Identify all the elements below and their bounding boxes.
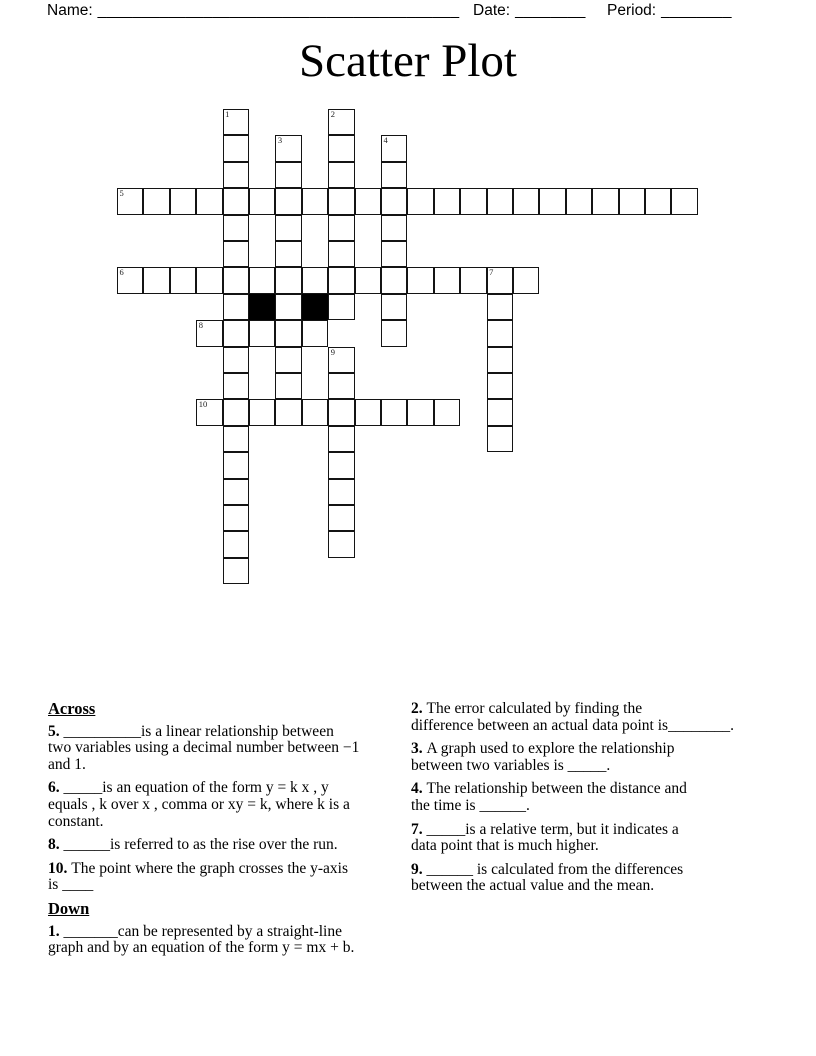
- grid-cell[interactable]: [223, 135, 249, 161]
- grid-cell[interactable]: [328, 479, 354, 505]
- grid-cell[interactable]: [487, 188, 513, 214]
- grid-cell[interactable]: [249, 320, 275, 346]
- clue-number-label: 4.: [411, 780, 427, 798]
- name-blank: _________________________________________: [97, 2, 460, 19]
- down-clues-left: [48, 924, 402, 957]
- black-cell: [302, 294, 328, 320]
- grid-cell[interactable]: [328, 399, 354, 425]
- grid-cell[interactable]: [302, 399, 328, 425]
- grid-cell[interactable]: [196, 320, 222, 346]
- clue-number-label: 3.: [411, 740, 427, 758]
- grid-cell[interactable]: [275, 188, 301, 214]
- grid-cell[interactable]: [487, 399, 513, 425]
- grid-cell[interactable]: [328, 188, 354, 214]
- period-blank: ________: [661, 2, 732, 19]
- grid-cell[interactable]: [513, 188, 539, 214]
- grid-cell[interactable]: [302, 267, 328, 293]
- grid-cell[interactable]: [381, 215, 407, 241]
- grid-cell[interactable]: [381, 267, 407, 293]
- grid-cell[interactable]: [302, 320, 328, 346]
- date-field: [473, 2, 586, 20]
- grid-cell[interactable]: [513, 267, 539, 293]
- grid-cell[interactable]: [275, 135, 301, 161]
- clue-number: 6: [119, 267, 124, 278]
- clue-number: 8: [198, 320, 203, 331]
- across-clues: [48, 724, 402, 894]
- clues-right-column: [411, 701, 781, 902]
- clue-3: 3. A graph used to explore the relationship between two variables is _____.: [411, 740, 675, 774]
- grid-cell[interactable]: [223, 505, 249, 531]
- grid-cell[interactable]: [275, 373, 301, 399]
- grid-cell[interactable]: [196, 399, 222, 425]
- clue-number: 1: [225, 109, 230, 119]
- grid-cell[interactable]: [117, 267, 143, 293]
- grid-cell[interactable]: [275, 162, 301, 188]
- page-title: Scatter Plot: [299, 35, 517, 87]
- grid-cell[interactable]: [355, 267, 381, 293]
- grid-cell[interactable]: [223, 294, 249, 320]
- grid-cell[interactable]: [223, 531, 249, 557]
- grid-cell[interactable]: [170, 267, 196, 293]
- grid-cell[interactable]: [249, 267, 275, 293]
- clue-9: 9. ______ is calculated from the differences between the actual value and the mean.: [411, 860, 684, 895]
- grid-cell[interactable]: [223, 347, 249, 373]
- grid-cell[interactable]: [381, 294, 407, 320]
- clue-1: 1. _______can be represented by a straight-line graph and by an equation of the form y = mx + b.: [48, 922, 355, 957]
- grid-cell[interactable]: [645, 188, 671, 214]
- grid-cell[interactable]: [355, 399, 381, 425]
- grid-cell[interactable]: [275, 347, 301, 373]
- grid-cell[interactable]: [592, 188, 618, 214]
- grid-cell[interactable]: [117, 188, 143, 214]
- name-field: [47, 2, 459, 20]
- grid-cell[interactable]: [170, 188, 196, 214]
- grid-cell[interactable]: [143, 267, 169, 293]
- grid-cell[interactable]: [434, 399, 460, 425]
- grid-cell[interactable]: [381, 135, 407, 161]
- grid-cell[interactable]: [223, 188, 249, 214]
- grid-cell[interactable]: [328, 452, 354, 478]
- grid-cell[interactable]: [223, 452, 249, 478]
- grid-cell[interactable]: [223, 109, 249, 135]
- clue-number-label: 10.: [48, 859, 72, 877]
- clue-10: 10. The point where the graph crosses the y-axis is ____: [48, 859, 349, 894]
- grid-cell[interactable]: [381, 188, 407, 214]
- grid-cell[interactable]: [381, 241, 407, 267]
- clue-number-label: 1.: [48, 922, 64, 940]
- clue-number: 7: [489, 267, 494, 278]
- grid-cell[interactable]: [407, 267, 433, 293]
- grid-cell[interactable]: [275, 399, 301, 425]
- grid-cell[interactable]: [381, 162, 407, 188]
- grid-cell[interactable]: [328, 347, 354, 373]
- clue-7: 7. _____is a relative term, but it indicates a data point that is much higher.: [411, 820, 679, 855]
- grid-cell[interactable]: [302, 188, 328, 214]
- across-heading: Across: [48, 699, 96, 718]
- clue-number-label: 6.: [48, 779, 64, 797]
- grid-cell[interactable]: [275, 294, 301, 320]
- name-label: Name:: [47, 2, 93, 19]
- grid-cell[interactable]: [487, 373, 513, 399]
- grid-cell[interactable]: [223, 241, 249, 267]
- grid-cell[interactable]: [381, 320, 407, 346]
- grid-cell[interactable]: [487, 267, 513, 293]
- grid-cell[interactable]: [328, 215, 354, 241]
- grid-cell[interactable]: [407, 188, 433, 214]
- grid-cell[interactable]: [328, 373, 354, 399]
- grid-cell[interactable]: [275, 320, 301, 346]
- grid-cell[interactable]: [196, 267, 222, 293]
- clue-number: 9: [330, 346, 335, 357]
- grid-cell[interactable]: [223, 426, 249, 452]
- clue-number: 10: [198, 399, 208, 410]
- grid-cell[interactable]: [460, 188, 486, 214]
- clue-2: 2. The error calculated by finding the difference between an actual data point is________.: [411, 700, 734, 734]
- grid-cell[interactable]: [223, 558, 249, 584]
- clue-number: 3: [277, 135, 283, 146]
- grid-cell[interactable]: [328, 135, 354, 161]
- clue-number-label: 9.: [411, 860, 427, 878]
- grid-cell[interactable]: [249, 399, 275, 425]
- clue-number-label: 8.: [48, 836, 64, 854]
- grid-cell[interactable]: [434, 267, 460, 293]
- grid-cell[interactable]: [223, 479, 249, 505]
- period-field: [607, 2, 732, 20]
- grid-cell[interactable]: [487, 426, 513, 452]
- grid-cell[interactable]: [328, 109, 354, 135]
- grid-cell[interactable]: [381, 399, 407, 425]
- grid-cell[interactable]: [223, 267, 249, 293]
- clue-6: 6. _____is an equation of the form y = k x , y equals , k over x , comma or xy = k, where k is a constant.: [48, 779, 350, 830]
- grid-cell[interactable]: [328, 505, 354, 531]
- down-heading: Down: [48, 898, 90, 918]
- grid-cell[interactable]: [223, 215, 249, 241]
- grid-cell[interactable]: [460, 267, 486, 293]
- clue-number-label: 2.: [411, 700, 427, 717]
- grid-cell[interactable]: [487, 320, 513, 346]
- down-clues-right: [411, 701, 781, 895]
- grid-cell[interactable]: [328, 426, 354, 452]
- period-label: Period:: [607, 2, 657, 19]
- grid-cell[interactable]: [566, 188, 592, 214]
- grid-cell[interactable]: [619, 188, 645, 214]
- date-blank: ________: [515, 2, 586, 19]
- grid-cell[interactable]: [328, 162, 354, 188]
- grid-cell[interactable]: [143, 188, 169, 214]
- grid-cell[interactable]: [671, 188, 697, 214]
- grid-cell[interactable]: [223, 373, 249, 399]
- clue-number: 4: [383, 135, 388, 146]
- clue-8: 8. ______is referred to as the rise over the run.: [48, 836, 338, 854]
- grid-cell[interactable]: [328, 267, 354, 293]
- black-cell: [249, 294, 275, 320]
- clue-number: 2: [330, 109, 335, 119]
- grid-cell[interactable]: [328, 241, 354, 267]
- grid-cell[interactable]: [275, 215, 301, 241]
- clue-number: 5: [119, 188, 124, 199]
- grid-cell[interactable]: [355, 188, 381, 214]
- grid-cell[interactable]: [328, 294, 354, 320]
- grid-cell[interactable]: [275, 241, 301, 267]
- grid-cell[interactable]: [407, 399, 433, 425]
- grid-cell[interactable]: [275, 267, 301, 293]
- date-label: Date:: [473, 2, 511, 19]
- grid-cell[interactable]: [223, 399, 249, 425]
- grid-cell[interactable]: [223, 162, 249, 188]
- grid-cell[interactable]: [487, 347, 513, 373]
- clue-number-label: 5.: [48, 722, 64, 740]
- grid-cell[interactable]: [434, 188, 460, 214]
- clues-left-column: [48, 701, 402, 964]
- clue-4: 4. The relationship between the distance and the time is ______.: [411, 780, 687, 814]
- clue-number-label: 7.: [411, 820, 427, 838]
- clue-5: 5. __________is a linear relationship between two variables using a decimal number between −1 and 1.: [48, 722, 360, 773]
- grid-cell[interactable]: [223, 320, 249, 346]
- grid-cell[interactable]: [249, 188, 275, 214]
- grid-cell[interactable]: [539, 188, 565, 214]
- grid-cell[interactable]: [196, 188, 222, 214]
- grid-cell[interactable]: [487, 294, 513, 320]
- grid-cell[interactable]: [328, 531, 354, 557]
